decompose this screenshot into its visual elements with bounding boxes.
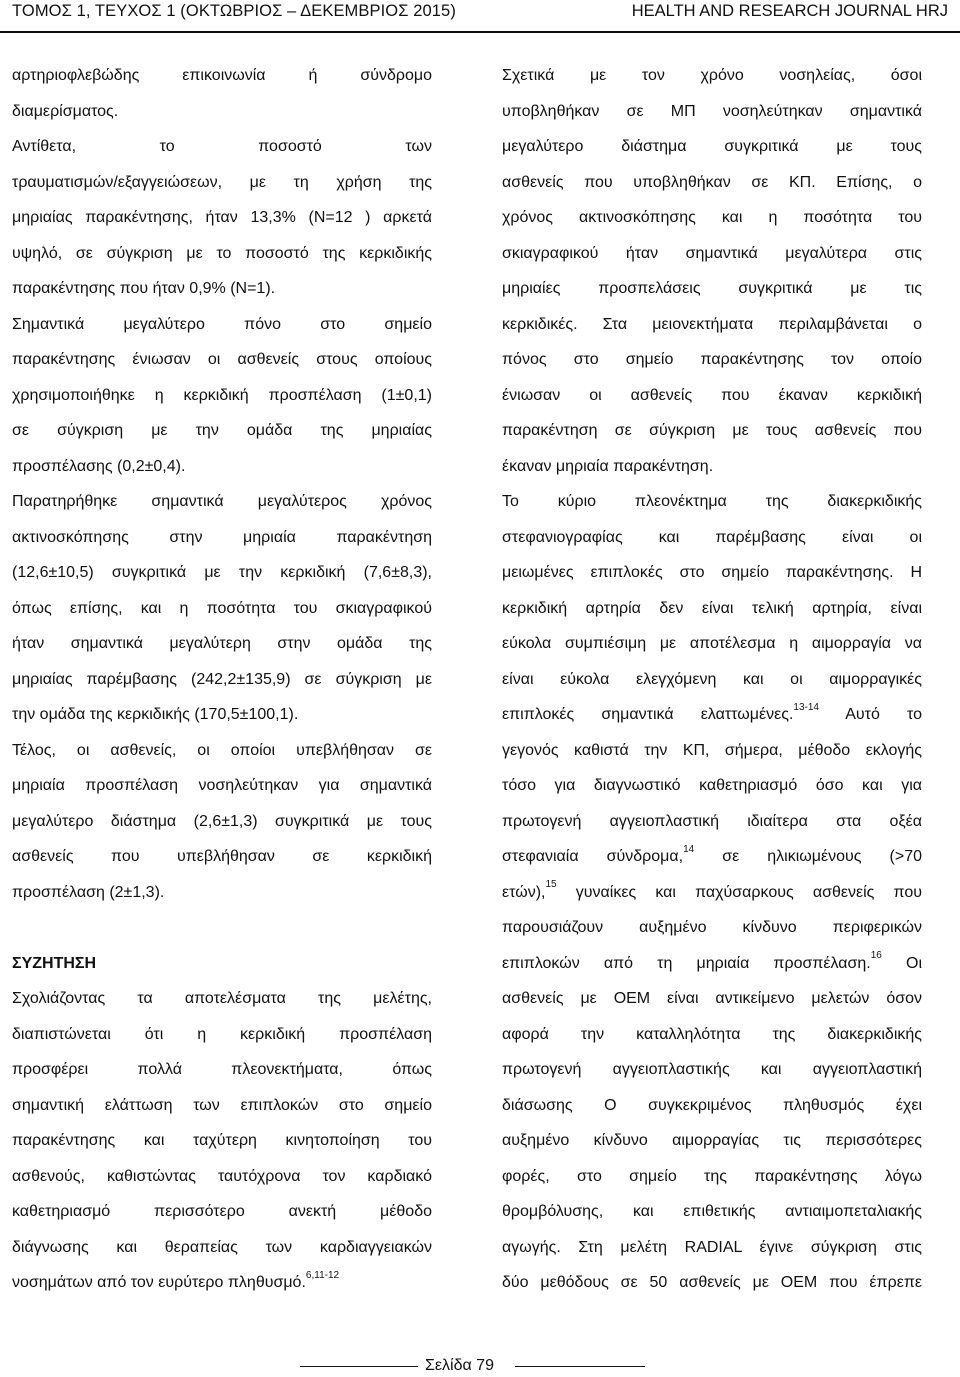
text-line: ασθενούς, καθιστώντας ταυτόχρονα τον καρδιακό	[12, 1167, 432, 1185]
text-line: προσπέλασης (0,2±0,4).	[12, 457, 186, 475]
text-line: μηριαίας παρέμβασης (242,2±135,9) σε σύγκριση με	[12, 670, 432, 688]
text-line: θρομβόλυσης, και επιθετικής αντιαιμοπεταλιακής	[502, 1203, 922, 1220]
text-line: ένιωσαν οι ασθενείς που έκαναν κερκιδική	[502, 386, 922, 404]
text-line: πρωτογενή αγγειοπλαστικής και αγγειοπλαστική	[502, 1061, 922, 1078]
text-line: (12,6±10,5) συγκριτικά με την κερκιδική (7,6±8,3),	[12, 564, 432, 581]
text-line: Παρατηρήθηκε σημαντικά μεγαλύτερος χρόνος	[12, 493, 432, 510]
text-line: χρησιμοποιήθηκε η κερκιδική προσπέλαση (1±0,1)	[12, 386, 432, 404]
section-heading: ΣΥΖΗΤΗΣΗ	[12, 954, 97, 972]
citation-superscript: 15	[545, 879, 557, 891]
text-line: ασθενείς που υπεβλήθησαν σε κερκιδική	[12, 848, 432, 865]
text-fragment-group	[502, 950, 882, 972]
text-line: παρακέντησης και ταχύτερη κινητοποίηση του	[12, 1132, 432, 1149]
text-line	[12, 1265, 432, 1301]
text-line: ακτινοσκόπησης στην μηριαία παρακέντηση	[12, 528, 432, 546]
journal-name: HEALTH AND RESEARCH JOURNAL HRJ	[631, 2, 948, 20]
citation-superscript: 6,11-12	[305, 1269, 340, 1281]
text-line: Τέλος, οι ασθενείς, οι οποίοι υπεβλήθησαν σε	[12, 741, 432, 759]
text-line: ασθενείς που υποβληθήκαν σε ΚΠ. Επίσης, ο	[502, 173, 922, 191]
text-line: μηριαίας παρακέντησης, ήταν 13,3% (N=12 ) αρκετά	[12, 209, 432, 226]
text-fragment-group	[502, 701, 819, 723]
text-line: χρόνος ακτινοσκόπησης και η ποσότητα του	[502, 209, 922, 226]
text-line: παρακέντηση σε σύγκριση με τους ασθενείς που	[502, 422, 922, 439]
header-divider	[0, 31, 960, 33]
text-fragment: ετών),	[502, 883, 546, 901]
text-line: πρωτογενή αγγειοπλαστική ιδιαίτερα στα οξέα	[502, 812, 922, 830]
text-fragment: νοσημάτων από τον ευρύτερο πληθυσμό.	[12, 1274, 306, 1291]
text-line: Αντίθετα, το ποσοστό των	[12, 138, 432, 155]
footer-divider-right	[515, 1366, 645, 1367]
text-line: σημαντική ελάττωση των επιπλοκών στο σημείο	[12, 1096, 432, 1114]
text-line: σε σύγκριση με την ομάδα της μηριαίας	[12, 422, 432, 439]
right-text-column	[502, 58, 922, 1301]
text-line: φορές, στο σημείο της παρακέντησης λόγω	[502, 1167, 922, 1185]
text-line: Το κύριο πλεονέκτημα της διακερκιδικής	[502, 493, 922, 510]
text-fragment: Αυτό το	[845, 706, 923, 723]
text-line: παρακέντησης ένιωσαν οι ασθενείς στους οποίους	[12, 351, 432, 368]
footer-divider-left	[300, 1366, 418, 1367]
text-line: Σχολιάζοντας τα αποτελέσματα της μελέτης,	[12, 990, 432, 1007]
citation-superscript: 16	[870, 950, 882, 962]
text-line: είναι εύκολα ελεγχόμενη και οι αιμορραγικές	[502, 670, 922, 688]
text-line: κερκιδικές. Στα μειονεκτήματα περιλαμβάνεται ο	[502, 315, 922, 333]
text-line: αρτηριοφλεβώδης επικοινωνία ή σύνδρομο	[12, 67, 432, 84]
text-fragment: επιπλοκών από τη μηριαία προσπέλαση.	[502, 954, 871, 972]
text-line: προσπέλαση (2±1,3).	[12, 883, 165, 901]
text-line	[502, 839, 922, 875]
text-fragment: επιπλοκές σημαντικά ελαττωμένες.	[502, 706, 794, 723]
text-line: ασθενείς με ΟΕΜ είναι αντικείμενο μελετών όσον	[502, 990, 922, 1007]
left-text-column	[12, 58, 432, 1301]
citation-superscript: 14	[683, 843, 695, 855]
text-line: τραυματισμών/εξαγγειώσεων, με τη χρήση της	[12, 173, 432, 191]
text-fragment: σε ηλικιωμένους (>70	[722, 848, 923, 865]
text-line: σκιαγραφικού ήταν σημαντικά μεγαλύτερα στις	[502, 244, 922, 262]
text-line: κερκιδική αρτηρία δεν είναι τελική αρτηρία, είναι	[502, 599, 922, 617]
text-line: Σημαντικά μεγαλύτερο πόνο στο σημείο	[12, 315, 432, 333]
text-line: μεγαλύτερο διάστημα συγκριτικά με τους	[502, 138, 922, 155]
text-line: παρακέντησης που ήταν 0,9% (N=1).	[12, 280, 276, 297]
text-fragment: γυναίκες και παχύσαρκους ασθενείς που	[575, 883, 922, 901]
text-line: αυξημένο κίνδυνο αιμορραγίας τις περισσότερες	[502, 1132, 922, 1149]
text-line: αγωγής. Στη μελέτη RADIAL έγινε σύγκριση στις	[502, 1238, 922, 1256]
text-line	[502, 697, 922, 733]
text-line	[502, 946, 922, 982]
text-line	[12, 910, 432, 946]
text-line	[502, 875, 922, 911]
text-line: γεγονός καθιστά την ΚΠ, σήμερα, μέθοδο εκλογής	[502, 741, 922, 759]
text-line: τόσο για διαγνωστικό καθετηριασμό όσο και για	[502, 777, 922, 794]
text-line: στεφανιογραφίας και παρέμβασης είναι οι	[502, 528, 922, 546]
text-fragment: Οι	[906, 954, 922, 972]
text-line: Σχετικά με τον χρόνο νοσηλείας, όσοι	[502, 67, 922, 84]
text-line: υποβληθήκαν σε ΜΠ νοσηλεύτηκαν σημαντικά	[502, 102, 922, 120]
text-line: διαπιστώνεται ότι η κερκιδική προσπέλαση	[12, 1025, 432, 1043]
text-line: την ομάδα της κερκιδικής (170,5±100,1).	[12, 706, 299, 723]
running-header	[0, 0, 960, 36]
text-line: έκαναν μηριαία παρακέντηση.	[502, 457, 714, 475]
text-line: προσφέρει πολλά πλεονεκτήματα, όπως	[12, 1061, 432, 1078]
text-line: δύο μεθόδους σε 50 ασθενείς με ΟΕΜ που έπρεπε	[502, 1274, 922, 1291]
text-line: παρουσιάζουν αυξημένο κίνδυνο περιφερικών	[502, 919, 922, 936]
text-line: μειωμένες επιπλοκές στο σημείο παρακέντησης. Η	[502, 564, 922, 581]
citation-superscript: 13-14	[793, 701, 819, 713]
text-fragment-group	[502, 879, 557, 901]
text-line: διάγνωσης και θεραπείας των καρδιαγγειακών	[12, 1238, 432, 1256]
text-line: μηριαία προσπέλαση νοσηλεύτηκαν για σημαντικά	[12, 777, 432, 794]
text-fragment: στεφανιαία σύνδρομα,	[502, 848, 684, 865]
text-line: υψηλό, σε σύγκριση με το ποσοστό της κερκιδικής	[12, 244, 432, 262]
text-fragment-group	[502, 843, 695, 865]
text-line: εύκολα συμπιέσιμη με αποτέλεσμα η αιμορραγία να	[502, 635, 922, 652]
page-number: Σελίδα 79	[425, 1357, 494, 1374]
text-line: αφορά την καταλληλότητα της διακερκιδικής	[502, 1025, 922, 1043]
text-line: καθετηριασμό περισσότερο ανεκτή μέθοδο	[12, 1203, 432, 1220]
journal-issue-label: ΤΟΜΟΣ 1, ΤΕΥΧΟΣ 1 (ΟΚΤΩΒΡΙΟΣ – ΔΕΚΕΜΒΡΙΟΣ 2015)	[12, 2, 456, 20]
page-footer	[0, 1352, 960, 1377]
text-line: μεγαλύτερο διάστημα (2,6±1,3) συγκριτικά με τους	[12, 812, 432, 830]
text-line: ήταν σημαντικά μεγαλύτερη στην ομάδα της	[12, 635, 432, 652]
text-line: όπως επίσης, και η ποσότητα του σκιαγραφικού	[12, 599, 432, 617]
text-line: μηριαίες προσπελάσεις συγκριτικά με τις	[502, 280, 922, 297]
text-line: πόνος στο σημείο παρακέντησης τον οποίο	[502, 351, 922, 368]
text-line: διάσωσης Ο συγκεκριμένος πληθυσμός έχει	[502, 1096, 922, 1114]
text-line: διαμερίσματος.	[12, 102, 119, 120]
